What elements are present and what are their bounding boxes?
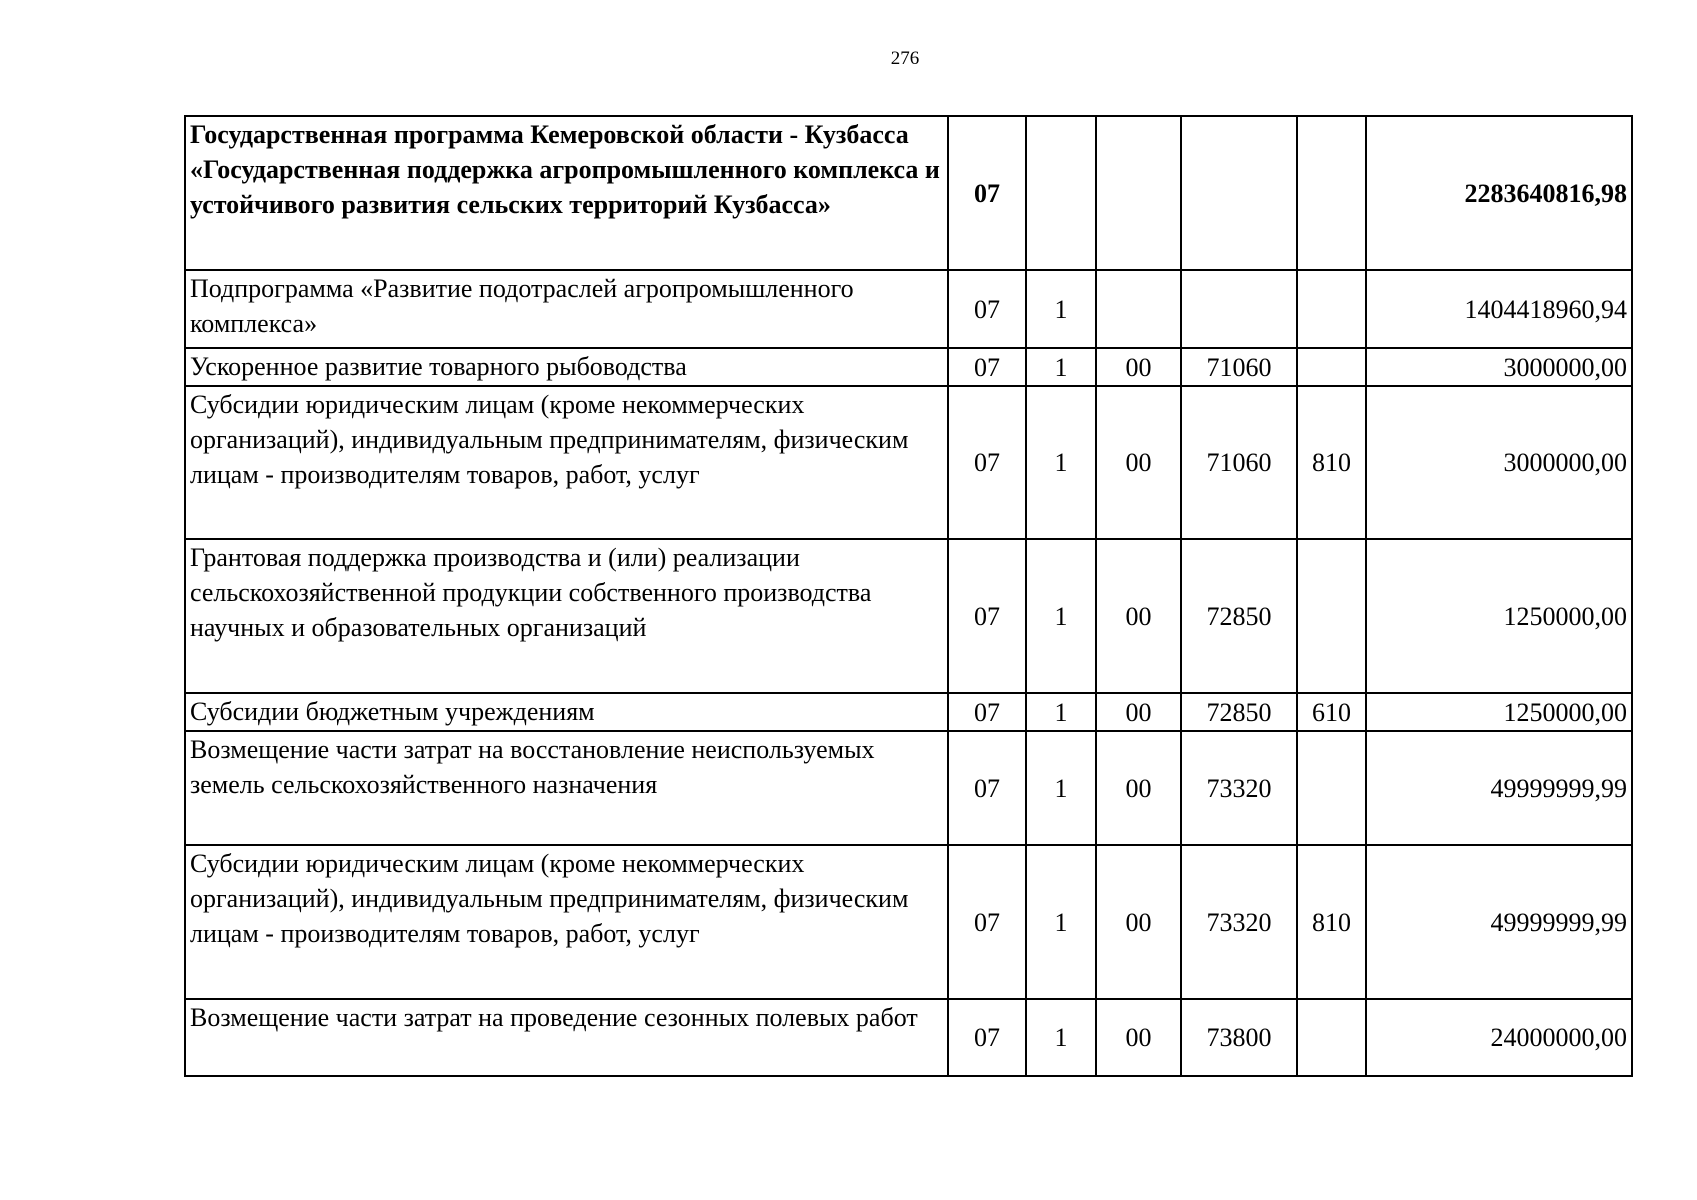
page-number: 276 (890, 48, 920, 69)
row-name: Грантовая поддержка производства и (или) реализации сельскохозяйственной продукции собственного производства научных и образовательных организаций (185, 539, 948, 693)
row-name: Государственная программа Кемеровской области - Кузбасса «Государственная поддержка агропромышленного комплекса и устойчивого развития сельских территорий Кузбасса» (185, 116, 948, 270)
amount: 24000000,00 (1366, 999, 1632, 1076)
amount: 3000000,00 (1366, 348, 1632, 386)
amount: 1250000,00 (1366, 539, 1632, 693)
row-name: Субсидии юридическим лицам (кроме некоммерческих организаций), индивидуальным предпринимателям, физическим лицам - производителям товаров, работ, услуг (185, 845, 948, 999)
program-code: 07 (948, 116, 1026, 270)
expense-code: 73320 (1181, 845, 1297, 999)
expense-type-code (1297, 348, 1366, 386)
direction-code: 00 (1096, 539, 1181, 693)
direction-code: 00 (1096, 731, 1181, 845)
expense-type-code: 810 (1297, 845, 1366, 999)
amount: 2283640816,98 (1366, 116, 1632, 270)
row-name: Ускоренное развитие товарного рыбоводства (185, 348, 948, 386)
expense-type-code (1297, 731, 1366, 845)
expense-code: 73320 (1181, 731, 1297, 845)
subprogram-code: 1 (1026, 845, 1096, 999)
expense-type-code: 610 (1297, 693, 1366, 731)
subprogram-code: 1 (1026, 693, 1096, 731)
amount: 3000000,00 (1366, 386, 1632, 539)
direction-code (1096, 116, 1181, 270)
program-code: 07 (948, 999, 1026, 1076)
program-code: 07 (948, 539, 1026, 693)
table-row (185, 693, 1632, 731)
program-code: 07 (948, 845, 1026, 999)
row-name: Подпрограмма «Развитие подотраслей агропромышленного комплекса» (185, 270, 948, 348)
row-name: Возмещение части затрат на проведение сезонных полевых работ (185, 999, 948, 1076)
direction-code: 00 (1096, 845, 1181, 999)
row-name: Субсидии бюджетным учреждениям (185, 693, 948, 731)
expense-code: 71060 (1181, 386, 1297, 539)
subprogram-code: 1 (1026, 999, 1096, 1076)
amount: 1404418960,94 (1366, 270, 1632, 348)
expense-type-code (1297, 270, 1366, 348)
table-row (185, 270, 1632, 348)
program-code: 07 (948, 693, 1026, 731)
table-row (185, 999, 1632, 1076)
expense-type-code (1297, 539, 1366, 693)
expense-code (1181, 270, 1297, 348)
program-code: 07 (948, 386, 1026, 539)
table-row (185, 731, 1632, 845)
expense-code: 72850 (1181, 693, 1297, 731)
table-row (185, 116, 1632, 270)
expense-type-code: 810 (1297, 386, 1366, 539)
row-name: Субсидии юридическим лицам (кроме некоммерческих организаций), индивидуальным предпринимателям, физическим лицам - производителям товаров, работ, услуг (185, 386, 948, 539)
program-code: 07 (948, 348, 1026, 386)
direction-code: 00 (1096, 348, 1181, 386)
subprogram-code: 1 (1026, 270, 1096, 348)
direction-code: 00 (1096, 386, 1181, 539)
table-row (185, 386, 1632, 539)
row-name: Возмещение части затрат на восстановление неиспользуемых земель сельскохозяйственного назначения (185, 731, 948, 845)
expense-code: 71060 (1181, 348, 1297, 386)
amount: 1250000,00 (1366, 693, 1632, 731)
amount: 49999999,99 (1366, 731, 1632, 845)
budget-table (184, 115, 1633, 1077)
expense-code: 72850 (1181, 539, 1297, 693)
subprogram-code (1026, 116, 1096, 270)
table-row (185, 539, 1632, 693)
direction-code (1096, 270, 1181, 348)
amount: 49999999,99 (1366, 845, 1632, 999)
subprogram-code: 1 (1026, 731, 1096, 845)
subprogram-code: 1 (1026, 386, 1096, 539)
direction-code: 00 (1096, 999, 1181, 1076)
table-row (185, 348, 1632, 386)
subprogram-code: 1 (1026, 348, 1096, 386)
subprogram-code: 1 (1026, 539, 1096, 693)
expense-code (1181, 116, 1297, 270)
program-code: 07 (948, 270, 1026, 348)
direction-code: 00 (1096, 693, 1181, 731)
expense-type-code (1297, 999, 1366, 1076)
program-code: 07 (948, 731, 1026, 845)
expense-type-code (1297, 116, 1366, 270)
expense-code: 73800 (1181, 999, 1297, 1076)
table-row (185, 845, 1632, 999)
